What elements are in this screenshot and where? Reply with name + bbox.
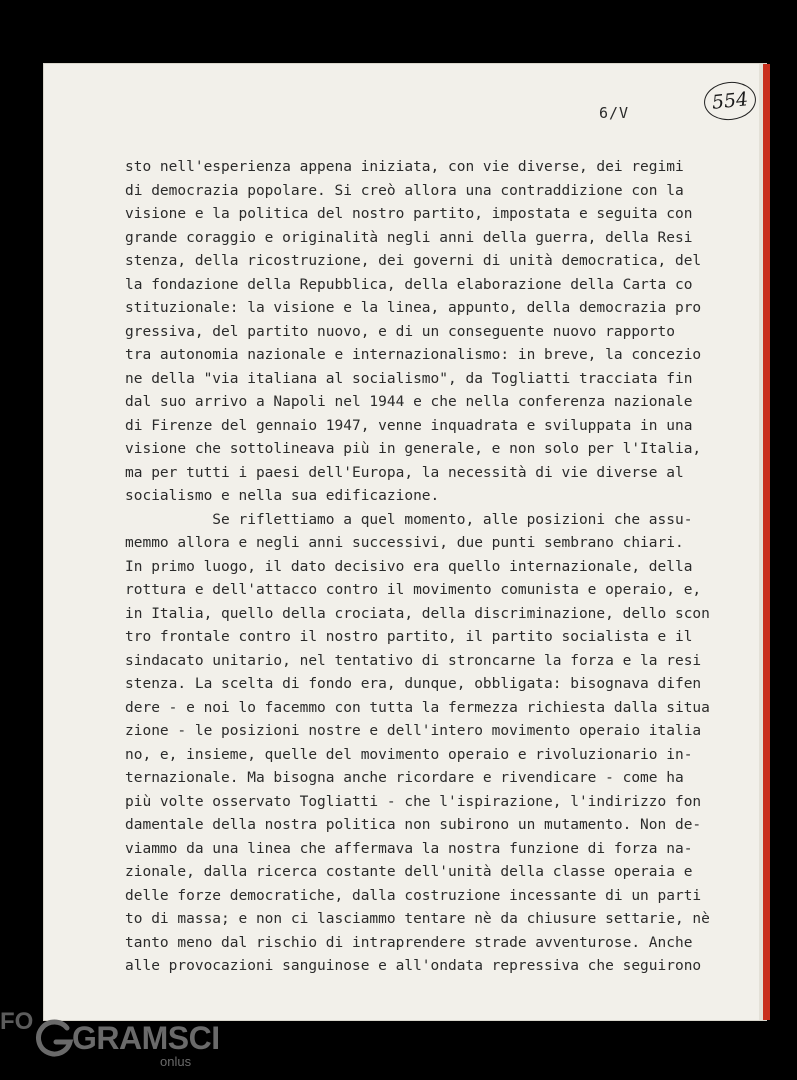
text-line: ne della "via italiana al socialismo", da Togliatti tracciata fin [125,370,693,387]
text-line: dere - e noi lo facemmo con tutta la fermezza richiesta dalla situa [125,699,710,716]
stamp-number: 554 [710,88,750,114]
text-line: Se riflettiamo a quel momento, alle posizioni che assu- [125,511,693,528]
text-line: in Italia, quello della crociata, della discriminazione, dello scon [125,605,710,622]
text-line: grande coraggio e originalità negli anni della guerra, della Resi [125,229,693,246]
text-line: più volte osservato Togliatti - che l'ispirazione, l'indirizzo fon [125,793,702,810]
text-line: stenza, della ricostruzione, dei governi di unità democratica, del [125,253,702,269]
text-line: to di massa; e non ci lasciammo tentare nè da chiusure settarie, nè [125,911,710,927]
text-line: no, e, insieme, quelle del movimento operaio e rivoluzionario in- [125,746,693,763]
text-line: rottura e dell'attacco contro il movimento comunista e operaio, e, [125,582,702,598]
text-line: viammo da una linea che affermava la nostra funzione di forza na- [125,840,693,857]
text-line: zionale, dalla ricerca costante dell'unità della classe operaia e [125,864,693,880]
text-line: damentale della nostra politica non subirono un mutamento. Non de- [125,817,702,833]
watermark-sub: onlus [160,1054,192,1069]
text-line: di democrazia popolare. Si creò allora una contraddizione con la [125,182,684,199]
text-line: ma per tutti i paesi dell'Europa, la necessità di vie diverse al [125,464,684,481]
text-line: stituzionale: la visione e la linea, appunto, della democrazia pro [125,300,702,316]
text-line: tra autonomia nazionale e internazionalismo: in breve, la concezio [125,347,702,363]
text-line: sto nell'esperienza appena iniziata, con vie diverse, dei regimi [125,159,684,175]
text-line: In primo luogo, il dato decisivo era quello internazionale, della [125,558,693,575]
typewritten-text [125,156,745,979]
text-line: visione e la politica del nostro partito, impostata e seguita con [125,206,693,222]
text-line: stenza. La scelta di fondo era, dunque, obbligata: bisognava difen [125,676,702,692]
text-line: tanto meno dal rischio di intraprendere strade avventurose. Anche [125,934,693,951]
text-line: ternazionale. Ma bisogna anche ricordare e rivendicare - come ha [125,770,684,786]
text-line: tro frontale contro il nostro partito, il partito socialista e il [125,629,693,645]
watermark-prefix: FO [0,1008,34,1035]
text-line: di Firenze del gennaio 1947, venne inquadrata e sviluppata in una [125,417,693,434]
page-number: 6/V [599,104,630,122]
text-line: socialismo e nella sua edificazione. [125,488,440,504]
text-line: alle provocazioni sanguinose e all'ondata repressiva che seguirono [125,958,702,974]
text-line: delle forze democratiche, dalla costruzione incessante di un parti [125,887,702,904]
watermark-name: GRAMSCI [72,1020,220,1056]
text-line: zione - le posizioni nostre e dell'intero movimento operaio italia [125,723,702,739]
gramsci-logo-icon [34,1018,74,1058]
text-line: la fondazione della Repubblica, della elaborazione della Carta co [125,276,693,293]
text-line: sindacato unitario, nel tentativo di stroncarne la forza e la resi [125,652,702,669]
text-line: memmo allora e negli anni successivi, due punti sembrano chiari. [125,535,684,551]
red-edge [763,64,770,1020]
text-line: dal suo arrivo a Napoli nel 1944 e che nella conferenza nazionale [125,394,693,410]
text-line: gressiva, del partito nuovo, e di un conseguente nuovo rapporto [125,323,675,340]
text-line: visione che sottolineava più in generale, e non solo per l'Italia, [125,441,702,457]
